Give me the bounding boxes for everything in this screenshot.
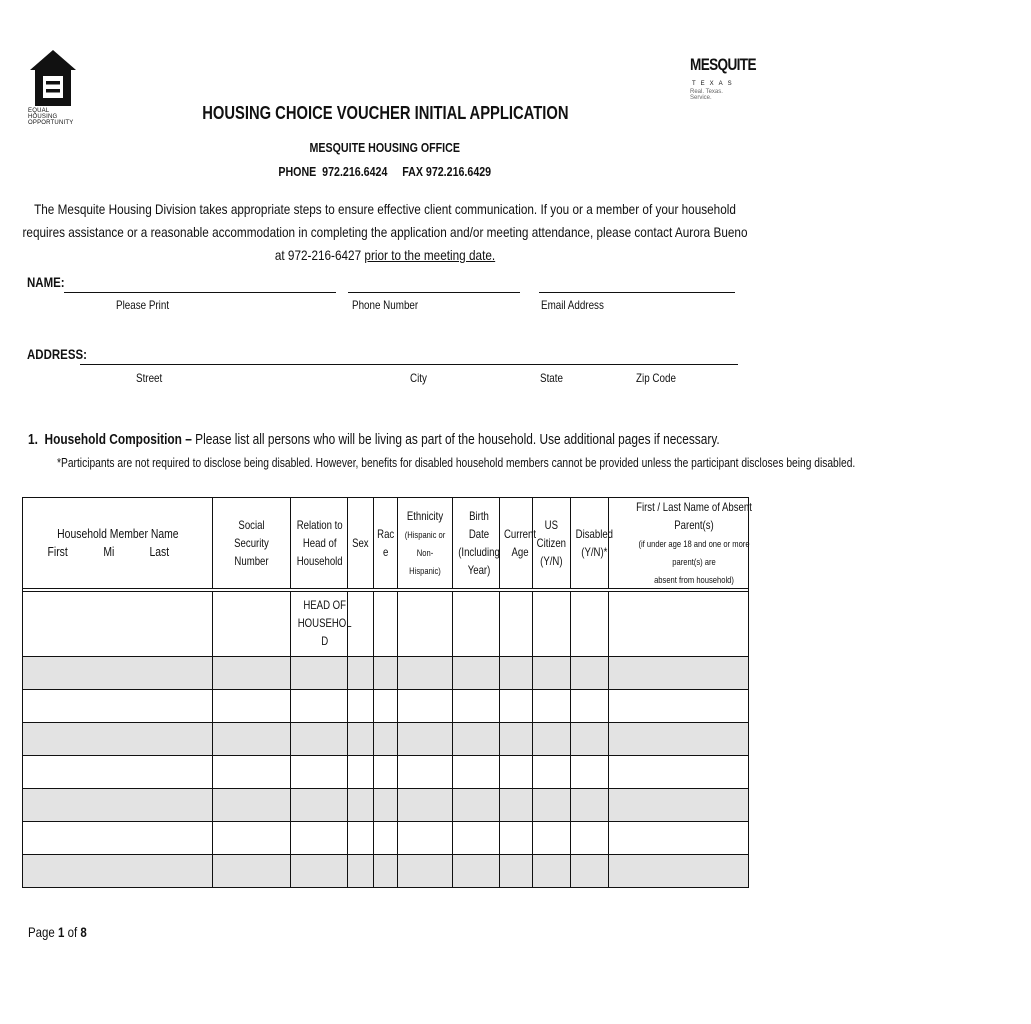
cell-ethnicity[interactable] [398, 592, 453, 657]
cell-ssn[interactable] [213, 592, 291, 657]
mesquite-logo [690, 55, 756, 101]
col-race: Rac e [374, 498, 398, 589]
table-row [23, 756, 749, 789]
page-number: Page 1 of 8 [28, 924, 87, 940]
email-hint: Email Address [541, 298, 604, 312]
cell-race[interactable] [374, 592, 398, 657]
col-ethnicity: Ethnicity (Hispanic or Non-Hispanic) [398, 498, 453, 589]
name-label: NAME: [27, 274, 65, 290]
intro-underlined: prior to the meeting date. [364, 247, 496, 263]
mesquite-logo-tagline: Real. Texas. Service. [690, 89, 723, 101]
equal-housing-house-icon [28, 48, 78, 108]
phone-hint: Phone Number [352, 298, 419, 312]
table-row [23, 592, 749, 657]
col-absent-parent: First / Last Name of Absent Parent(s) (if under age 18 and one or more parent(s) are absent from household) [609, 498, 749, 589]
col-ssn: Social Security Number [213, 498, 291, 589]
city-hint: City [410, 371, 427, 385]
mesquite-logo-name: MESQUITE [690, 55, 756, 74]
cell-age[interactable] [500, 592, 533, 657]
zip-hint: Zip Code [636, 371, 676, 385]
mesquite-logo-state: TEXAS [692, 81, 737, 87]
table-row [23, 789, 749, 822]
intro-paragraph [20, 198, 750, 267]
col-disabled: Disabled (Y/N)* [571, 498, 609, 589]
table-row [23, 855, 749, 888]
table-row [23, 690, 749, 723]
col-member-name: Household Member Name First Mi Last [23, 498, 213, 589]
office-contact: PHONE 972.216.6424 FAX 972.216.6429 [278, 164, 492, 179]
household-table [22, 497, 752, 888]
col-birth-date: Birth Date (Including Year) [453, 498, 500, 589]
street-hint: Street [136, 371, 163, 385]
email-line[interactable] [539, 292, 735, 293]
disability-note: *Participants are not required to disclose being disabled. However, benefits for disabled household members cannot be provided unless the participant discloses being disabled. [57, 456, 856, 470]
col-relation: Relation to Head of Household [291, 498, 348, 589]
address-line[interactable] [80, 364, 738, 365]
household-section-heading: 1. Household Composition – Please list all persons who will be living as part of the household. Use additional pages if necessary. [28, 432, 720, 448]
cell-absent-parent[interactable] [609, 592, 749, 657]
cell-disabled[interactable] [571, 592, 609, 657]
table-row [23, 657, 749, 690]
col-current-age: Current Age [500, 498, 533, 589]
cell-member-name[interactable] [23, 592, 213, 657]
intro-text: The Mesquite Housing Division takes appropriate steps to ensure effective client communication. If you or a member of your household requires assistance or a reasonable accommodation in completing the application and/or meeting attendance, please contact Aurora Bueno at 972-216-6427 [22, 201, 748, 263]
col-sex: Sex [348, 498, 374, 589]
address-label: ADDRESS: [27, 346, 87, 362]
name-line[interactable] [64, 292, 336, 293]
office-name: MESQUITE HOUSING OFFICE [309, 140, 461, 155]
name-hint: Please Print [116, 298, 170, 312]
phone-line[interactable] [348, 292, 520, 293]
cell-relation-head: HEAD OF HOUSEHOL D [291, 592, 348, 657]
equal-housing-caption: EQUAL HOUSING OPPORTUNITY [28, 108, 74, 126]
cell-citizen[interactable] [533, 592, 571, 657]
col-us-citizen: US Citizen (Y/N) [533, 498, 571, 589]
state-hint: State [540, 371, 563, 385]
page-title: HOUSING CHOICE VOUCHER INITIAL APPLICATION [201, 103, 569, 123]
table-row [23, 822, 749, 855]
table-row [23, 723, 749, 756]
cell-birth-date[interactable] [453, 592, 500, 657]
